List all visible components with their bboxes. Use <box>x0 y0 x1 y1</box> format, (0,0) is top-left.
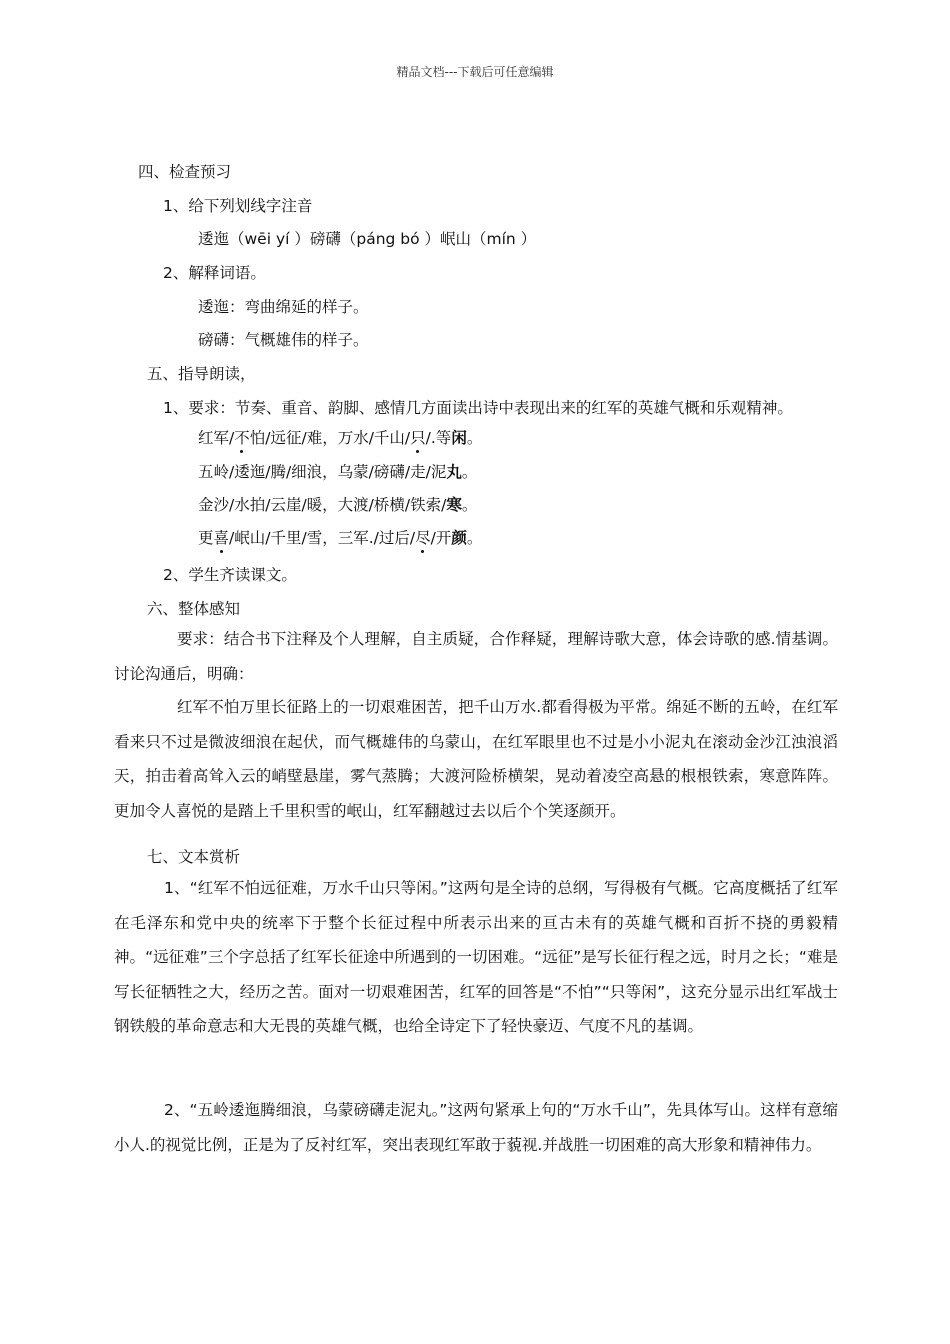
poem-line-4: 更喜/岷山/千里/雪，三军./过后/尽/开颜。 <box>198 529 483 547</box>
s6-paragraph-1: 要求：结合书下注释及个人理解，自主质疑，合作释疑，理解诗歌大意，体会诗歌的感.情基调。讨论沟通后，明确： <box>114 630 838 683</box>
page-header: 精品文档---下载后可任意编辑 <box>396 65 554 79</box>
stress-dot: 喜 <box>213 529 230 547</box>
s5-requirement: 1、要求：节奏、重音、韵脚、感情几方面读出诗中表现出来的红军的英雄气概和乐观精神。 <box>163 399 793 417</box>
stress-dot: 不 <box>234 429 250 447</box>
s4-definition-1: 逶迤：弯曲绵延的样子。 <box>198 298 369 316</box>
s4-question-1: 1、给下列划线字注音 <box>163 197 313 215</box>
rhyme-char: 丸 <box>446 463 462 481</box>
section-6-title: 六、整体感知 <box>147 600 241 618</box>
s4-question-2: 2、解释词语。 <box>163 264 266 282</box>
rhyme-char: 颜 <box>451 529 467 547</box>
rhyme-char: 寒 <box>446 496 462 514</box>
s7-paragraph-1: 1、“红军不怕远征难，万水千山只等闲。”这两句是全诗的总纲，写得极有气概。它高度概括了红军在毛泽东和党中央的统率下于整个长征过程中所表示出来的亘古未有的英雄气概和百折不挠的勇毅精神。“远征难”三个字总括了红军长征途中所遇到的一切困难。“远征”是写长征行程之远，时月之长；“难是写长征牺牲之大，经历之苦。面对一切艰难困苦，红军的回答是“不怕”“只等闲”，这充分显示出红军战士钢铁般的革命意志和大无畏的英雄气概，也给全诗定下了轻快豪迈、气度不凡的基调。 <box>114 879 838 1035</box>
s6-paragraph-2: 红军不怕万里长征路上的一切艰难困苦，把千山万水.都看得极为平常。绵延不断的五岭，在红军看来只不过是微波细浪在起伏，而气概雄伟的乌蒙山，在红军眼里也不过是小小泥丸在滚动金沙江浊浪滔天，拍击着高耸入云的峭壁悬崖，雾气蒸腾；大渡河险桥横架，晃动着凌空高悬的根根铁索，寒意阵阵。更加令人喜悦的是踏上千里积雪的岷山，红军翻越过去以后个个笑逐颜开。 <box>114 698 838 820</box>
stress-dot: 尽 <box>415 529 431 547</box>
section-7-title: 七、文本赏析 <box>147 848 241 866</box>
poem-line-1: 红军/不怕/远征/难，万水/千山/只/.等闲。 <box>198 429 483 447</box>
s4-definition-2: 磅礴：气概雄伟的样子。 <box>198 331 369 349</box>
s7-paragraph-2: 2、“五岭逶迤腾细浪，乌蒙磅礴走泥丸。”这两句紧承上句的“万水千山”，先具体写山。这样有意缩小人.的视觉比例，正是为了反衬红军，突出表现红军敢于藐视.并战胜一切困难的高大形象和精神伟力。 <box>114 1101 838 1154</box>
rhyme-char: 闲 <box>451 429 467 447</box>
poem-line-3: 金沙/水拍/云崖/暖，大渡/桥横/铁索/寒。 <box>198 496 478 514</box>
s5-question-2: 2、学生齐读课文。 <box>163 566 297 584</box>
poem-line-2: 五岭/逶迤/腾/细浪，乌蒙/磅礴/走/泥丸。 <box>198 463 478 481</box>
s4-pinyin-answer: 逶迤（wēi yí ）磅礴（páng bó ）岷山（mín ） <box>198 230 537 248</box>
section-5-title: 五、指导朗读， <box>147 365 256 383</box>
stress-dot: 只 <box>410 429 426 447</box>
section-4-title: 四、检查预习 <box>138 163 232 181</box>
